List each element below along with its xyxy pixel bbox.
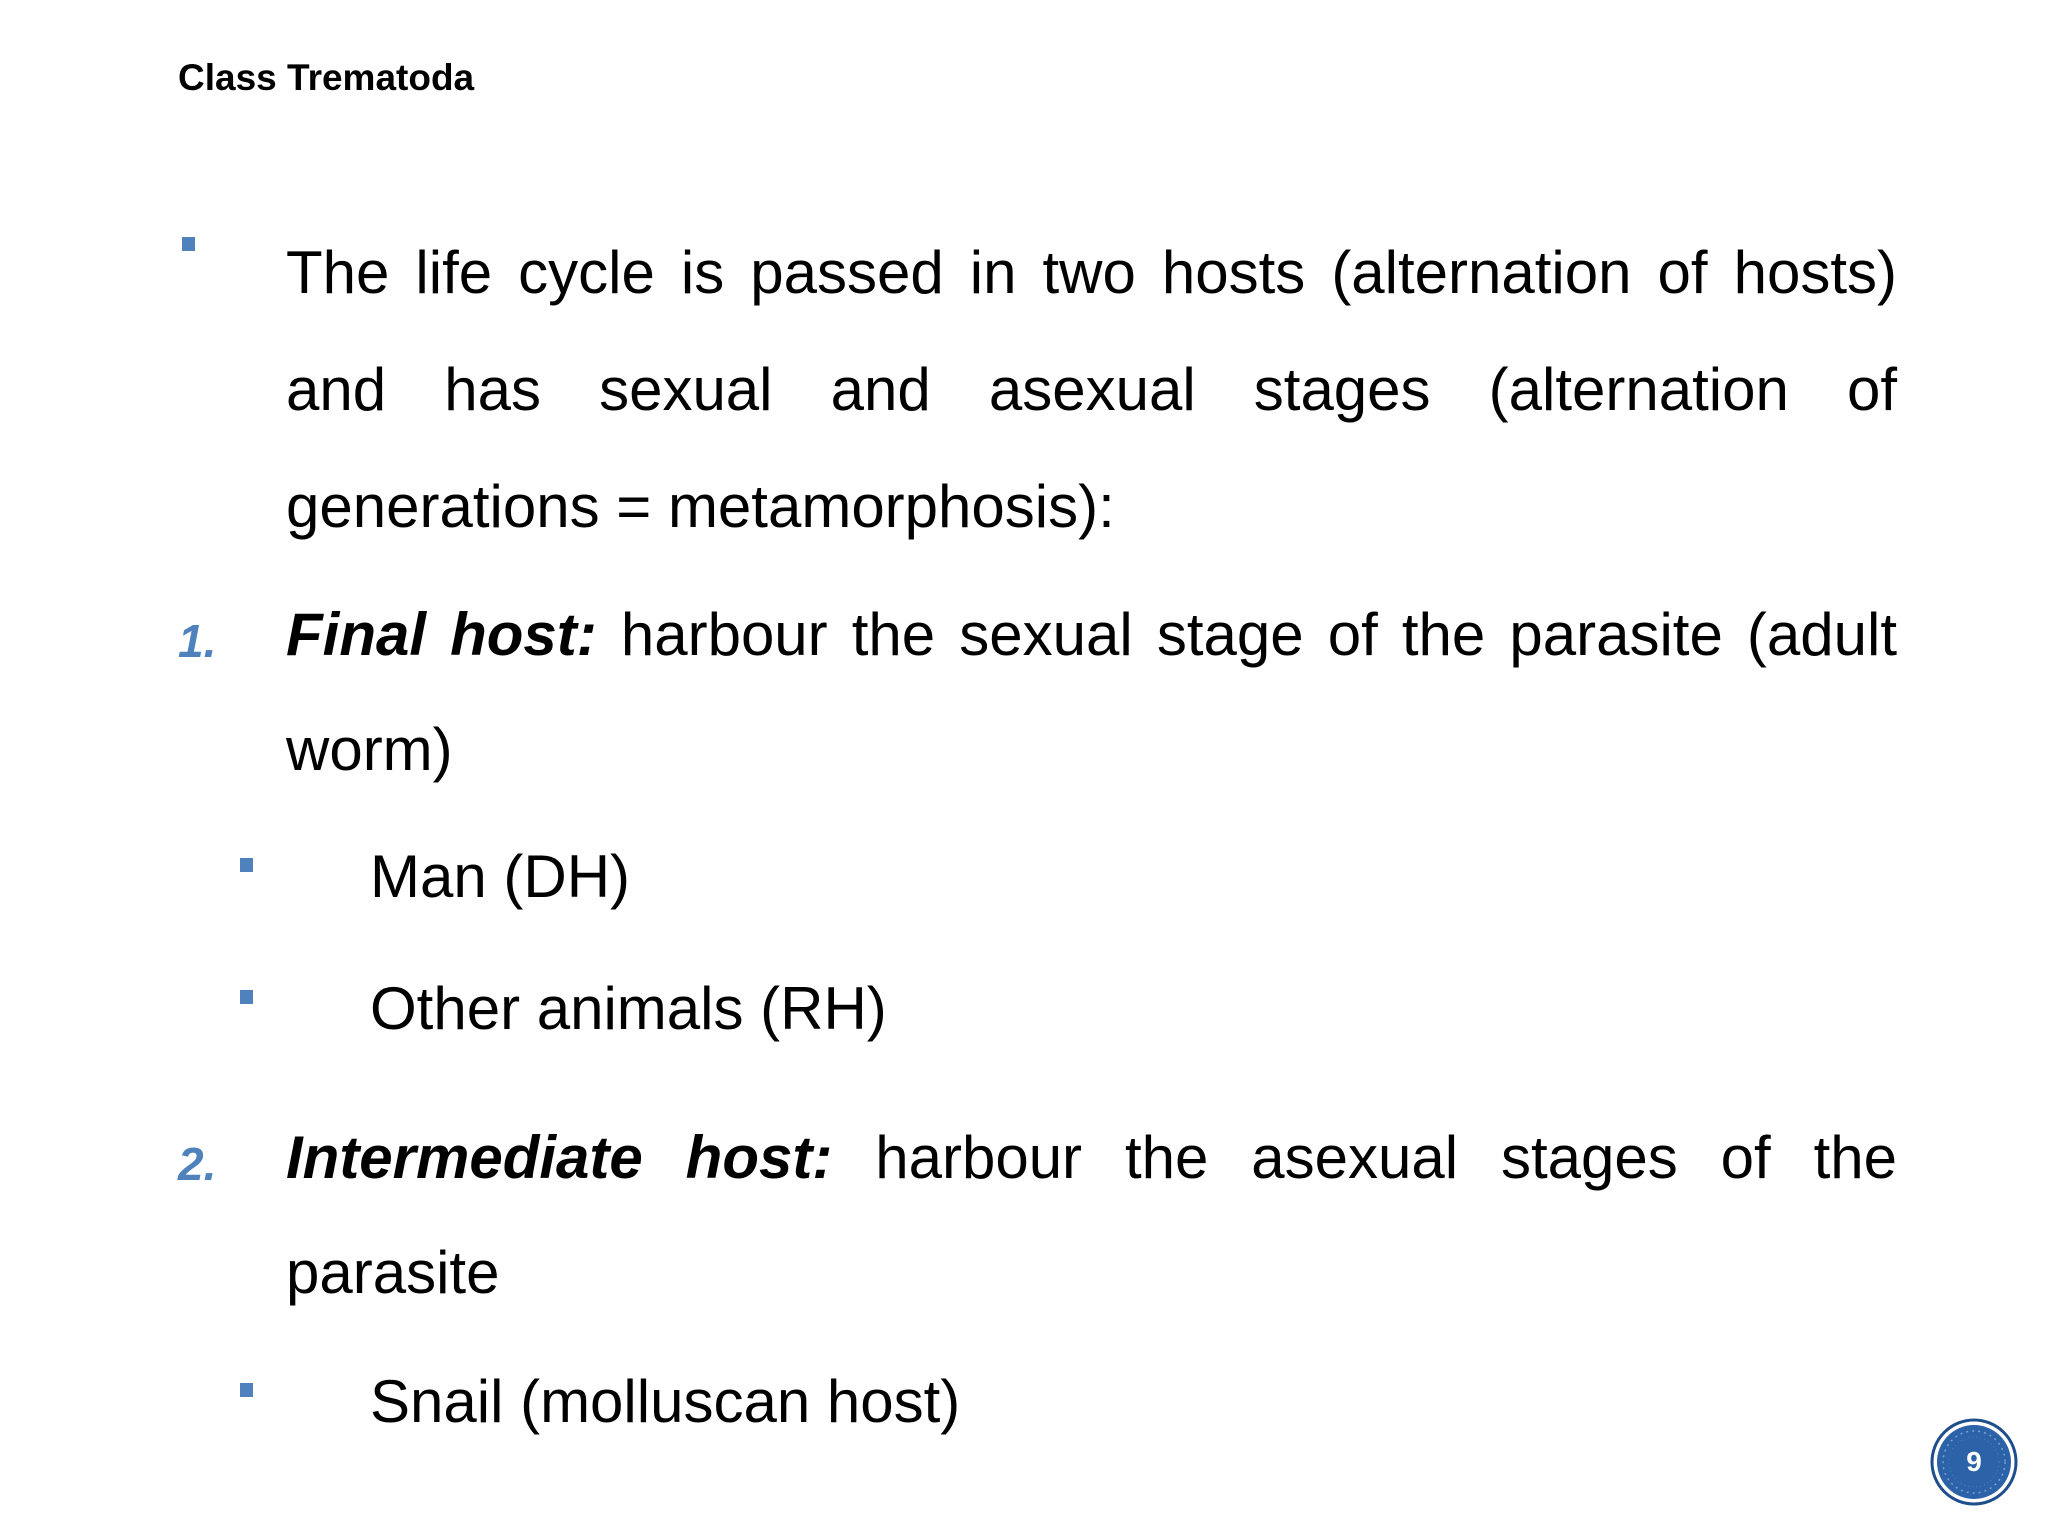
intermediate-host-description: harbour the asexual stages of the parasite [286, 1124, 1898, 1306]
intermediate-host-term: Intermediate host: [286, 1124, 833, 1191]
square-bullet-icon [240, 1383, 253, 1397]
list-number: 2. [178, 1138, 217, 1190]
list-number: 1. [178, 615, 217, 667]
page-number-badge [1930, 1418, 2018, 1506]
final-host-paragraph [286, 577, 1897, 807]
intermediate-host-paragraph [286, 1100, 1897, 1330]
square-bullet-icon [240, 990, 253, 1004]
square-bullet-icon [240, 858, 253, 872]
page-number: 9 [1966, 1446, 1982, 1477]
square-bullet-icon [182, 237, 195, 251]
final-host-description: harbour the sexual stage of the parasite (adult worm) [286, 601, 1898, 783]
host-example-item: Snail (molluscan host) [370, 1368, 961, 1435]
intro-paragraph: The life cycle is passed in two hosts (alternation of hosts) and has sexual and asexual stages (alternation of generations = metamorphosis): [286, 239, 1897, 540]
host-example-item: Man (DH) [370, 843, 631, 910]
host-example-item: Other animals (RH) [370, 975, 887, 1042]
final-host-term: Final host: [286, 601, 597, 668]
slide-title: Class Trematoda [178, 57, 475, 98]
